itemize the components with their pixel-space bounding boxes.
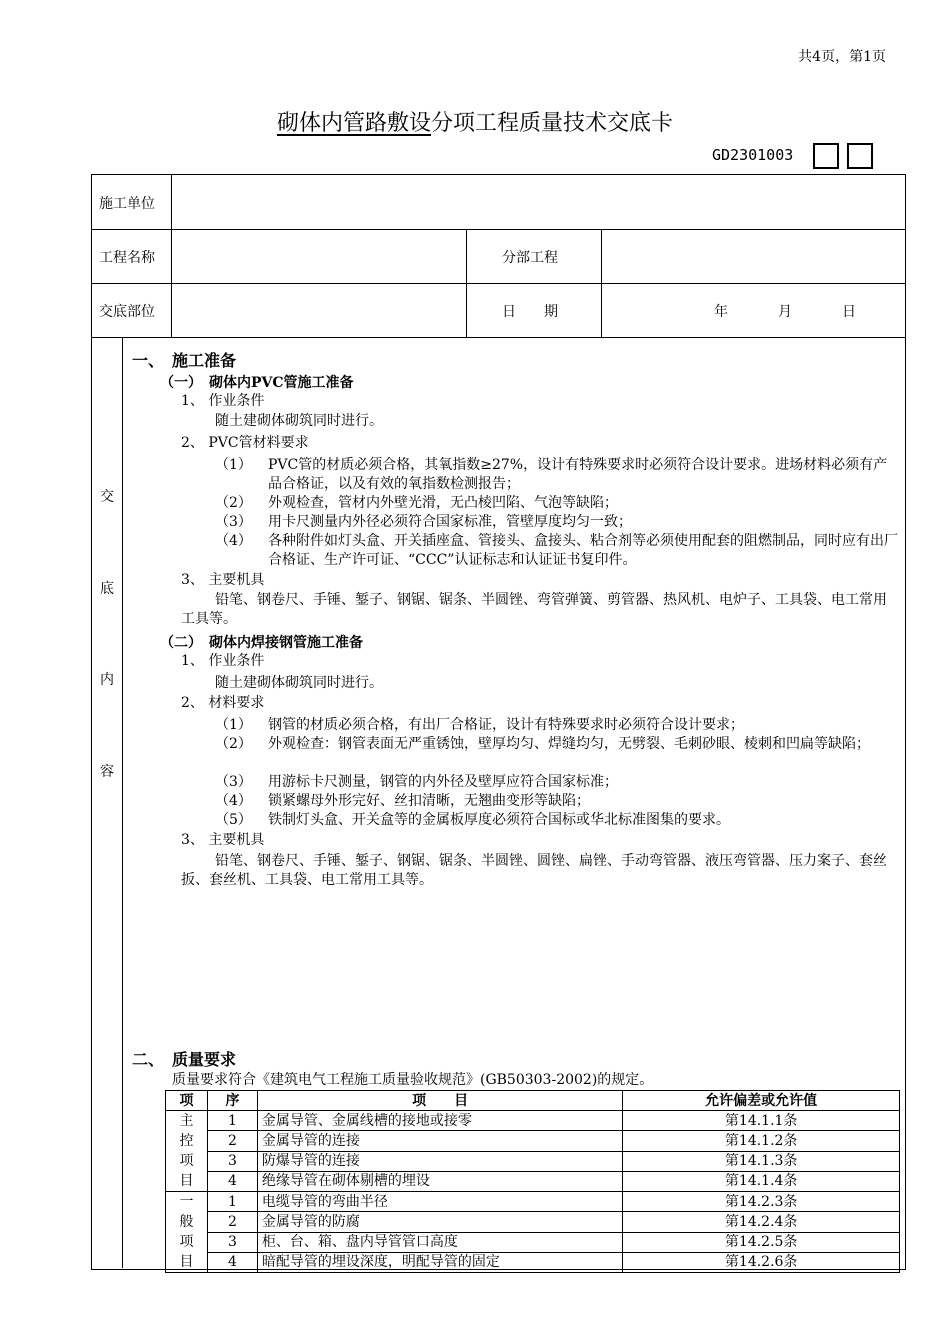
col-header-category: 项 (166, 1091, 208, 1111)
section2-heading: 二、 质量要求 (132, 1050, 237, 1069)
col-header-seq: 序 (207, 1091, 257, 1111)
row-item: 电缆导管的弯曲半径 (257, 1192, 622, 1212)
row-value: 第14.2.5条 (623, 1232, 900, 1252)
steel-item-text: 用游标卡尺测量，钢管的内外径及壁厚应符合国家标准； (268, 774, 618, 790)
checkbox-1[interactable] (813, 143, 839, 169)
table-row (166, 1111, 900, 1131)
pvc-item-text: 外观检查，管材内外壁光滑，无凸棱凹陷、气泡等缺陷； (268, 495, 618, 511)
row-value: 第14.1.4条 (623, 1171, 900, 1191)
steel-cond-text: 随土建砌体砌筑同时进行。 (215, 675, 383, 691)
side-label-char: 交 (100, 489, 114, 505)
pvc-mat-heading: 2、 PVC管材料要求 (181, 435, 309, 451)
row-seq: 1 (207, 1192, 257, 1212)
pvc-item-text: PVC管的材质必须合格，其氧指数≥27%，设计有特殊要求时必须符合设计要求。进场材料必须有产品合格证，以及有效的氧指数检测报告； (268, 457, 888, 492)
table-row (166, 1212, 900, 1232)
checkbox-2[interactable] (847, 143, 873, 169)
document-code: GD2301003 (712, 146, 794, 164)
col-header-item: 项 目 (257, 1091, 622, 1111)
steel-mat-heading: 2、 材料要求 (181, 695, 265, 711)
steel-tools-text: 铅笔、钢卷尺、手锤、錾子、钢锯、锯条、半圆锉、圆锉、扁锉、手动弯管器、液压弯管器、压力案子、套丝扳、套丝机、工具袋、电工常用工具等。 (181, 853, 887, 888)
row-value: 第14.1.2条 (623, 1131, 900, 1151)
pvc-item-num: （3） (215, 514, 252, 530)
steel-cond-heading: 1、 作业条件 (181, 653, 265, 669)
pvc-cond-heading: 1、 作业条件 (181, 393, 265, 409)
pvc-cond-text: 随土建砌体砌筑同时进行。 (215, 413, 383, 429)
side-label-char: 容 (100, 764, 114, 780)
steel-item-text: 锁紧螺母外形完好、丝扣清晰，无翘曲变形等缺陷； (268, 793, 590, 809)
row-item: 金属导管的连接 (257, 1131, 622, 1151)
table-header-row (166, 1091, 900, 1111)
side-label-char: 底 (100, 581, 114, 597)
row-seq: 4 (207, 1171, 257, 1191)
pvc-item-num: （2） (215, 495, 252, 511)
pvc-item-text: 各种附件如灯头盒、开关插座盒、管接头、盒接头、粘合剂等必须使用配套的阻燃制品，同时应有出厂合格证、生产许可证、“CCC”认证标志和认证证书复印件。 (268, 533, 898, 568)
general-group-label: 一般项目 (166, 1192, 208, 1273)
col-divider (466, 229, 467, 338)
pvc-heading: （一） 砌体内PVC管施工准备 (160, 375, 354, 391)
pvc-tools-text: 铅笔、钢卷尺、手锤、錾子、钢锯、锯条、半圆锉、弯管弹簧、剪管器、热风机、电炉子、工具袋、电工常用工具等。 (181, 592, 887, 627)
day-label: 日 (842, 304, 856, 320)
title-subject: 砌体内管路敷设 (276, 111, 431, 136)
row-value: 第14.2.6条 (623, 1252, 900, 1272)
pvc-item-num: （1） (215, 457, 252, 473)
row-item: 柜、台、箱、盘内导管管口高度 (257, 1232, 622, 1252)
title-rest: 分项工程质量技术交底卡 (431, 111, 674, 136)
page-info: 共4页，第1页 (798, 49, 886, 65)
row-item: 防爆导管的连接 (257, 1151, 622, 1171)
side-label-char: 内 (100, 672, 114, 688)
row-value: 第14.2.4条 (623, 1212, 900, 1232)
pvc-item-num: （4） (215, 533, 252, 549)
quality-table (165, 1090, 900, 1273)
steel-heading: （二） 砌体内焊接钢管施工准备 (160, 635, 363, 651)
section2-intro: 质量要求符合《建筑电气工程施工质量验收规范》(GB50303-2002)的规定。 (172, 1072, 654, 1088)
year-label: 年 (714, 304, 728, 320)
section1-heading: 一、 施工准备 (132, 351, 237, 370)
month-label: 月 (778, 304, 792, 320)
row-item: 金属导管的防腐 (257, 1212, 622, 1232)
project-name-label: 工程名称 (99, 250, 155, 266)
row-divider (91, 229, 906, 230)
row-item: 暗配导管的埋设深度，明配导管的固定 (257, 1252, 622, 1272)
pvc-item-text: 用卡尺测量内外径必须符合国家标准，管壁厚度均匀一致； (268, 514, 632, 530)
steel-item-text: 钢管的材质必须合格，有出厂合格证，设计有特殊要求时必须符合设计要求； (268, 717, 744, 733)
sub-project-label: 分部工程 (502, 250, 558, 266)
main-group-label: 主控项目 (166, 1111, 208, 1192)
row-item: 绝缘导管在砌体剔槽的埋设 (257, 1171, 622, 1191)
col-divider (601, 229, 602, 338)
row-value: 第14.2.3条 (623, 1192, 900, 1212)
table-row (166, 1252, 900, 1272)
row-seq: 1 (207, 1111, 257, 1131)
col-header-value: 允许偏差或允许值 (623, 1091, 900, 1111)
row-seq: 2 (207, 1131, 257, 1151)
table-row (166, 1151, 900, 1171)
page-title (0, 106, 950, 137)
row-seq: 2 (207, 1212, 257, 1232)
steel-item-text: 铁制灯头盒、开关盒等的金属板厚度必须符合国标或华北标准图集的要求。 (268, 812, 730, 828)
steel-item-num: （1） (215, 717, 252, 733)
table-row (166, 1192, 900, 1212)
table-row (166, 1232, 900, 1252)
table-row (166, 1171, 900, 1191)
handover-part-label: 交底部位 (99, 304, 155, 320)
steel-item-num: （5） (215, 812, 252, 828)
construction-unit-label: 施工单位 (99, 196, 155, 212)
row-value: 第14.1.1条 (623, 1111, 900, 1131)
row-seq: 3 (207, 1232, 257, 1252)
pvc-tools-heading: 3、 主要机具 (181, 572, 265, 588)
table-row (166, 1131, 900, 1151)
row-value: 第14.1.3条 (623, 1151, 900, 1171)
steel-tools-heading: 3、 主要机具 (181, 832, 265, 848)
date-label: 日 期 (502, 304, 558, 320)
col-divider (171, 174, 172, 338)
steel-item-num: （4） (215, 793, 252, 809)
row-divider (91, 283, 906, 284)
steel-item-text: 外观检查：钢管表面无严重锈蚀，壁厚均匀、焊缝均匀，无劈裂、毛刺砂眼、棱刺和凹扁等缺陷； (268, 736, 870, 752)
row-item: 金属导管、金属线槽的接地或接零 (257, 1111, 622, 1131)
steel-item-num: （3） (215, 774, 252, 790)
row-seq: 4 (207, 1252, 257, 1272)
steel-item-num: （2） (215, 736, 252, 752)
row-seq: 3 (207, 1151, 257, 1171)
row-divider (91, 337, 906, 338)
col-divider (122, 337, 123, 1268)
